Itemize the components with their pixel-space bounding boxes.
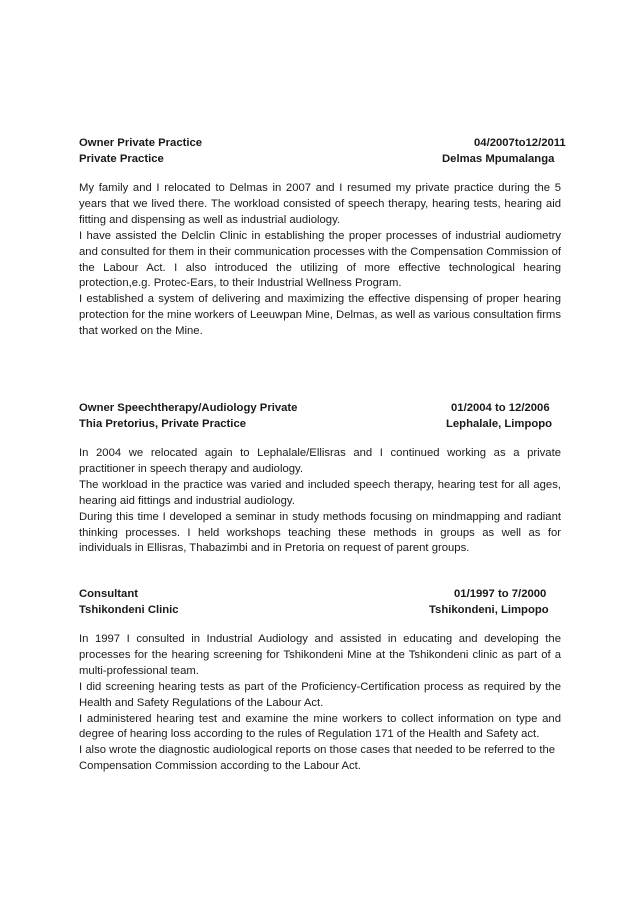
entry-subheader-row (79, 602, 561, 618)
employer: Private Practice (79, 153, 164, 165)
job-title: Owner Private Practice (79, 137, 203, 149)
job-title: Consultant (79, 588, 138, 600)
employer: Thia Pretorius, Private Practice (79, 418, 247, 430)
entry-header-row (79, 586, 561, 602)
entry-paragraph: The workload in the practice was varied and included speech therapy, hearing test for all ages, hearing aid fittings and industrial audiology. (79, 478, 561, 507)
entry-paragraph: I administered hearing test and examine the mine workers to collect information on type and degree of hearing loss according to the rules of Regulation 171 of the Health and Safety act. (79, 712, 561, 741)
job-location: Tshikondeni, Limpopo (429, 604, 549, 616)
entry-header-row (79, 400, 561, 416)
job-location: Lephalale, Limpopo (446, 418, 553, 430)
entry-paragraph: I did screening hearing tests as part of the Proficiency-Certification process as required by the Health and Safety Regulations of the Labour Act. (79, 680, 561, 709)
experience-entry (79, 400, 561, 557)
experience-entry (79, 586, 561, 775)
job-dates: 01/2004 to 12/2006 (451, 402, 550, 414)
experience-entry (79, 135, 566, 340)
entry-paragraph: Compensation Commission according to the Labour Act. (79, 760, 361, 773)
entry-paragraph: In 2004 we relocated again to Lephalale/Ellisras and I continued working as a private practitioner in speech therapy and audiology. (79, 447, 561, 475)
employer: Tshikondeni Clinic (79, 604, 179, 616)
entry-paragraph: I also wrote the diagnostic audiological reports on those cases that needed to be referred to the (79, 744, 556, 757)
entry-paragraph: I established a system of delivering and maximizing the effective dispensing of proper hearing protection for the mine workers of Leeuwpan Mine, Delmas, as well as various consultation firms that worked on the Mine. (79, 293, 561, 338)
job-title: Owner Speechtherapy/Audiology Private (79, 402, 298, 414)
entry-paragraph: In 1997 I consulted in Industrial Audiology and assisted in educating and developing the processes for the hearing screening for Tshikondeni Mine at the Tshikondeni clinic as part of a multi-professional team. (79, 633, 561, 677)
entry-paragraph: I have assisted the Delclin Clinic in establishing the proper processes of industrial audiometry and consulted for them in their communication processes with the Compensation Commission of the Labour Act. I also introduced the utilizing of more effective technological hearing protection,e.g. Protec-Ears, to their Industrial Wellness Program. (79, 229, 561, 290)
entry-paragraph: My family and I relocated to Delmas in 2007 and I resumed my private practice during the 5 years that we lived there. The workload consisted of speech therapy, hearing tests, hearing aid fitting and dispensing as well as industrial audiology. (79, 182, 561, 226)
job-location: Delmas Mpumalanga (442, 153, 555, 165)
entry-paragraph: During this time I developed a seminar in study methods focusing on mindmapping and radiant thinking processes. I held workshops teaching these methods in groups as well as for individuals in Ellisras, Thabazimbi and in Pretoria on request of parent groups. (79, 510, 561, 555)
entry-header-row (79, 135, 566, 151)
entry-subheader-row (79, 151, 561, 167)
job-dates: 04/2007to12/2011 (474, 137, 566, 149)
entry-subheader-row (79, 416, 561, 432)
job-dates: 01/1997 to 7/2000 (454, 588, 547, 600)
